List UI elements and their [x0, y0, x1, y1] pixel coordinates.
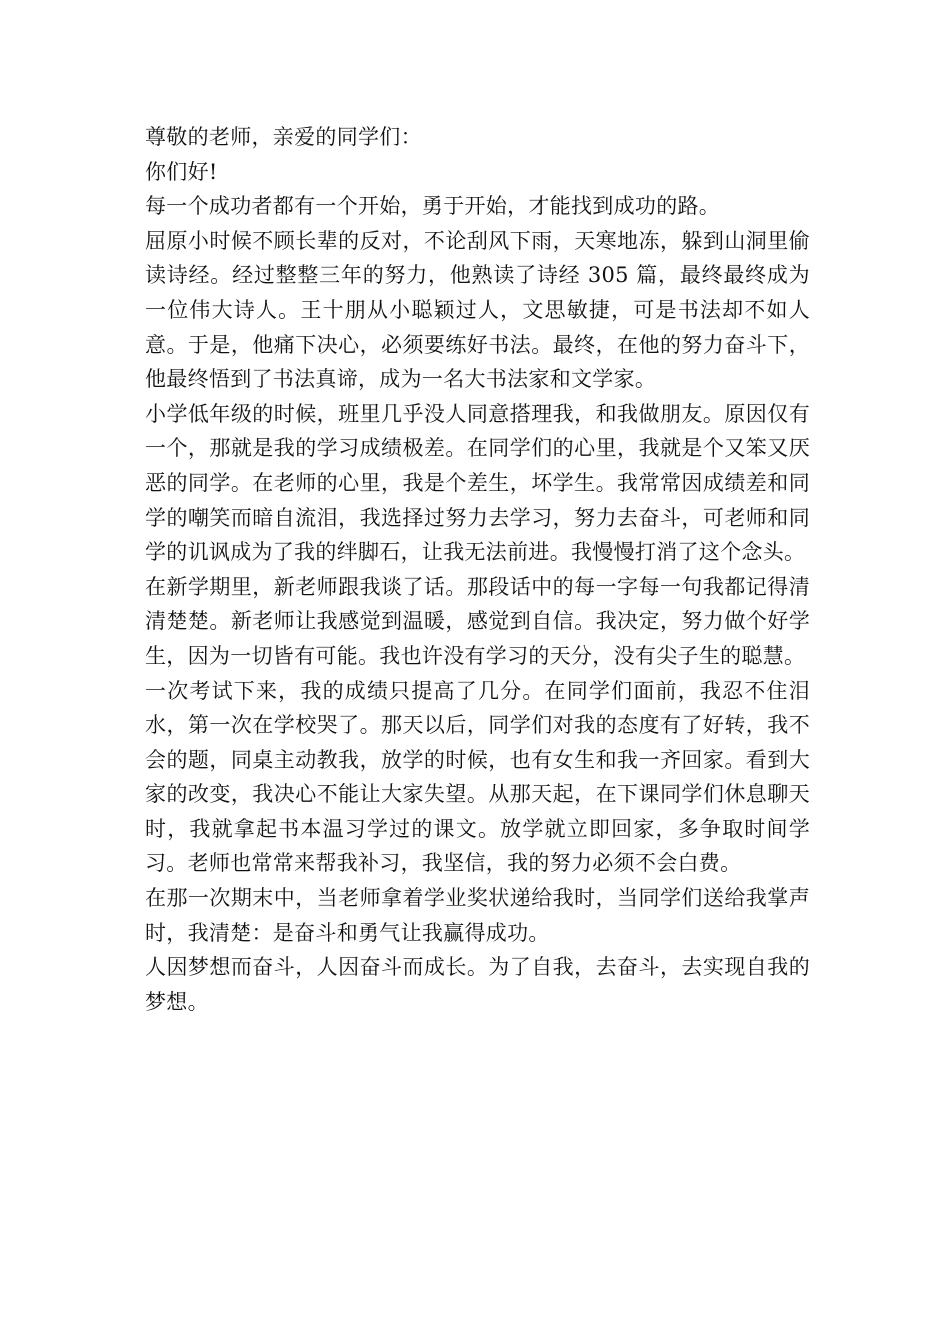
paragraph-closing: 人因梦想而奋斗，人因奋斗而成长。为了自我，去奋斗，去实现自我的梦想。 — [145, 955, 810, 1014]
salutation: 尊敬的老师，亲爱的同学们： — [145, 125, 422, 149]
paragraph-opening: 每一个成功者都有一个开始，勇于开始，才能找到成功的路。 — [145, 194, 721, 219]
paragraph-award: 在那一次期末中，当老师拿着学业奖状递给我时，当同学们送给我掌声时，我清楚：是奋斗和勇气让我赢得成功。 — [145, 886, 810, 945]
paragraph-exam: 一次考试下来，我的成绩只提高了几分。在同学们面前，我忍不住泪水，第一次在学校哭了。那天以后，同学们对我的态度有了好转，我不会的题，同桌主动教我，放学的时候，也有女生和我一齐回家。看到大家的改变，我决心不能让大家失望。从那天起，在下课同学们休息聊天时，我就拿起书本温习学过的课文。放学就立即回家，多争取时间学习。老师也常常来帮我补习，我坚信，我的努力必须不会白费。 — [145, 678, 810, 876]
greeting: 你们好! — [145, 159, 218, 184]
paragraph-new-teacher: 在新学期里，新老师跟我谈了话。那段话中的每一字每一句我都记得清清楚楚。新老师让我感觉到温暖，感觉到自信。我决定，努力做个好学生，因为一切皆有可能。我也许没有学习的天分，没有尖子生的聪慧。 — [145, 574, 810, 668]
paragraph-examples: 屈原小时候不顾长辈的反对，不论刮风下雨，天寒地冻，躲到山洞里偷读诗经。经过整整三年的努力，他熟读了诗经 305 篇，最终最终成为一位伟大诗人。王十朋从小聪颖过人，文思敏捷，可是书法却不如人意。于是，他痛下决心，必须要练好书法。最终，在他的努力奋斗下，他最终悟到了书法真谛，成为一名大书法家和文学家。 — [145, 228, 810, 392]
paragraph-childhood: 小学低年级的时候，班里几乎没人同意搭理我，和我做朋友。原因仅有一个，那就是我的学习成绩极差。在同学们的心里，我就是个又笨又厌恶的同学。在老师的心里，我是个差生，坏学生。我常常因成绩差和同学的嘲笑而暗自流泪，我选择过努力去学习，努力去奋斗，可老师和同学的讥讽成为了我的绊脚石，让我无法前进。我慢慢打消了这个念头。 — [145, 401, 810, 565]
speech-body — [145, 120, 810, 1019]
